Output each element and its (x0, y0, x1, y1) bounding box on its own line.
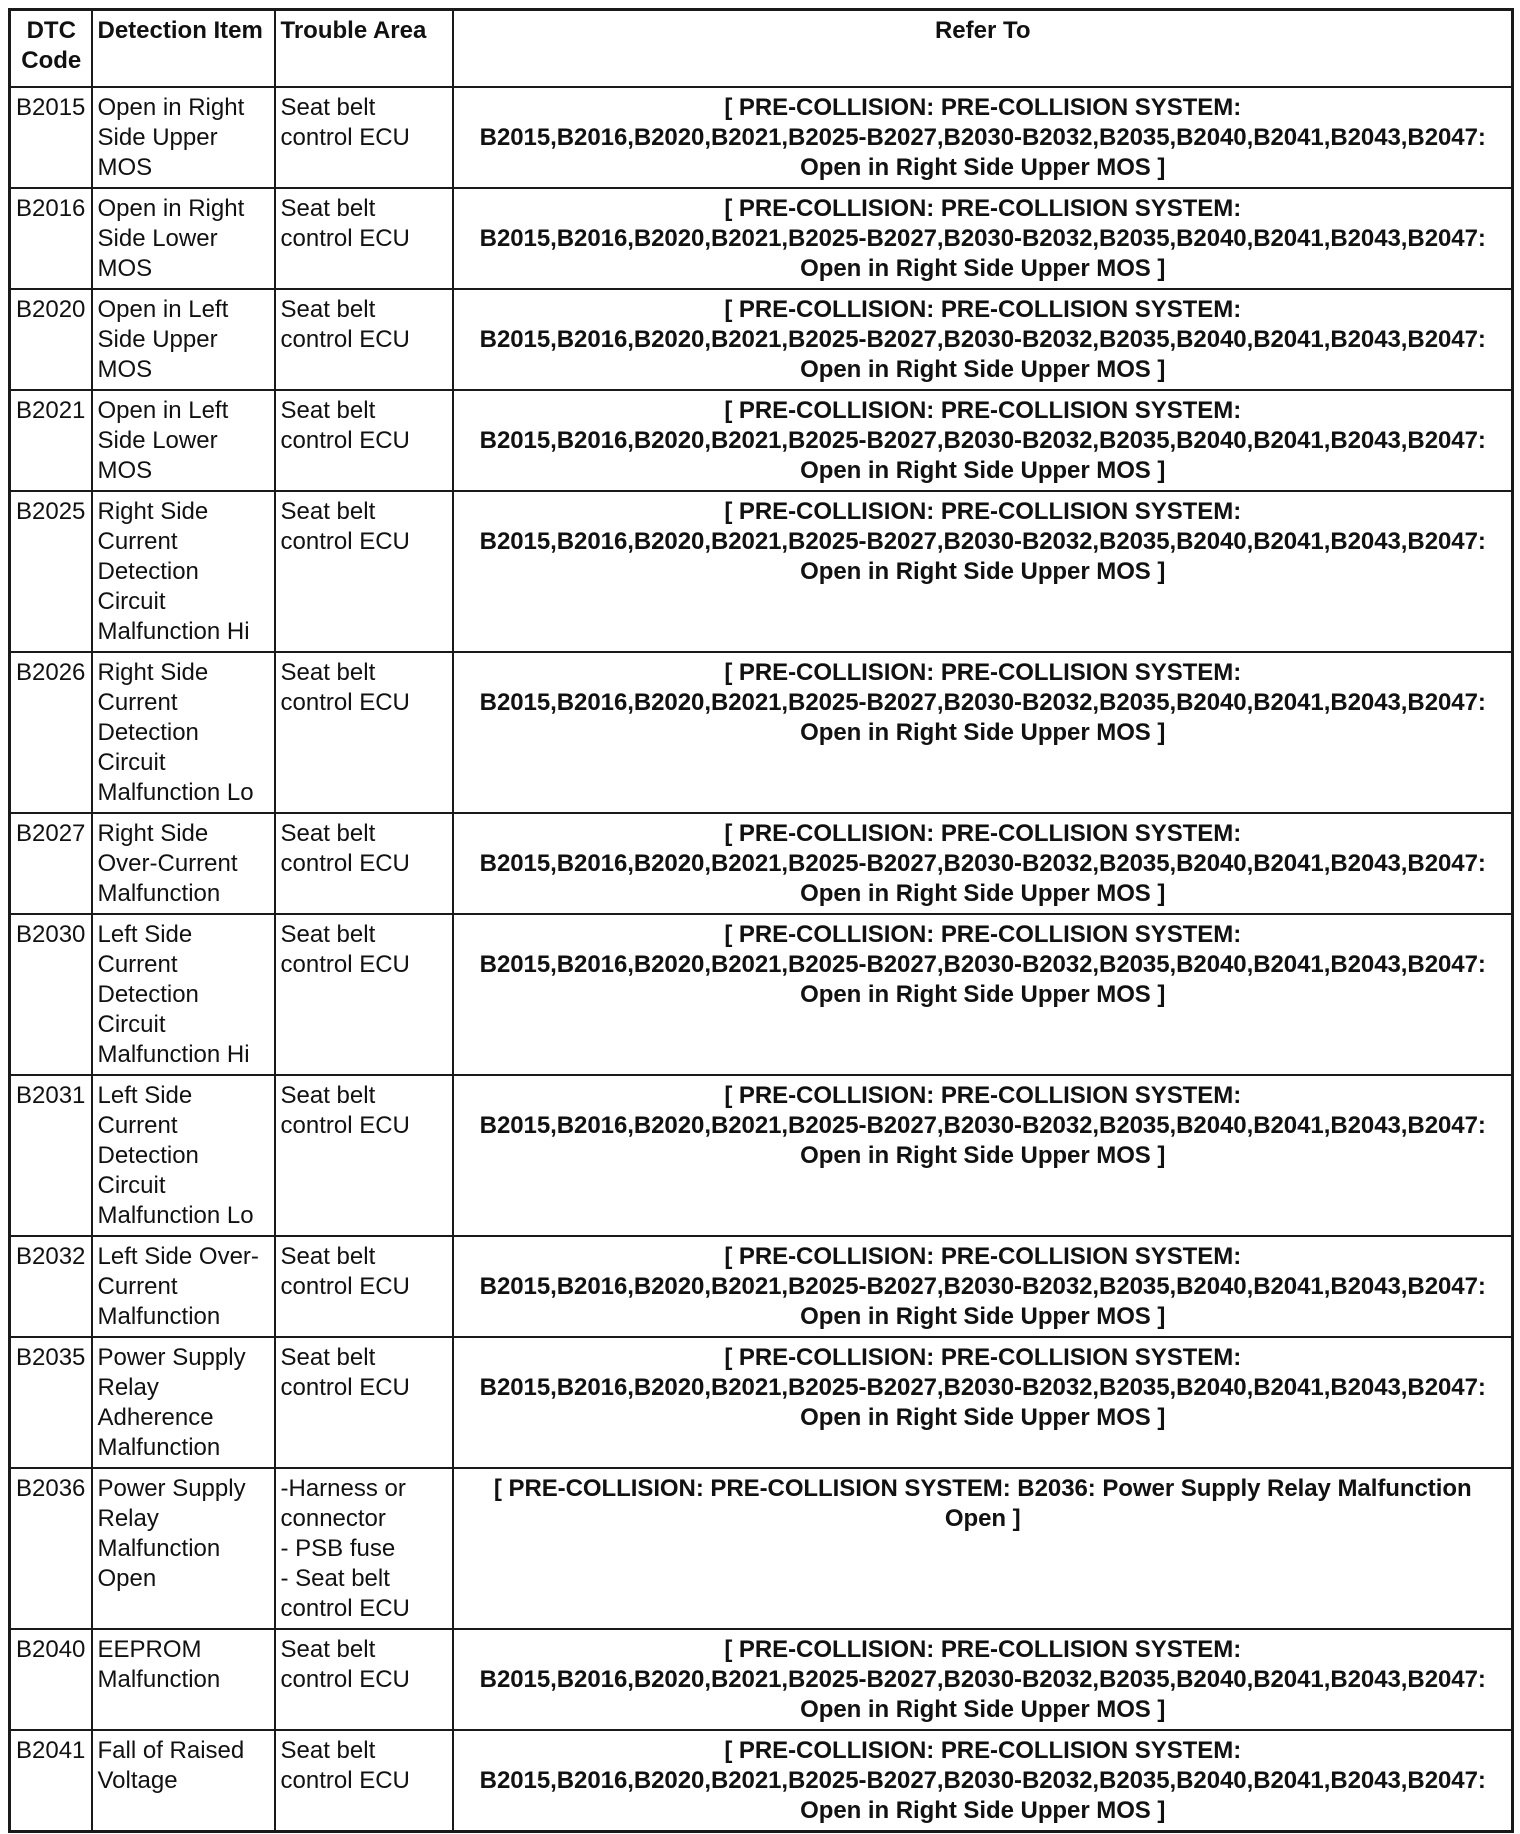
table-row (10, 1236, 1513, 1337)
refer-to-line: Open in Right Side Upper MOS ] (800, 1797, 1166, 1824)
dtc-code-cell: B2031 (10, 1075, 92, 1236)
refer-to-line: [ PRE-COLLISION: PRE-COLLISION SYSTEM: (724, 296, 1242, 323)
detection-item-cell: Power Supply Relay Malfunction Open (92, 1468, 275, 1629)
refer-to-cell (453, 390, 1513, 491)
refer-to-line: B2015,B2016,B2020,B2021,B2025-B2027,B2030-B2032,B2035,B2040,B2041,B2043,B2047: (479, 689, 1486, 716)
table-row (10, 1075, 1513, 1236)
table-row (10, 1337, 1513, 1468)
refer-to-line: [ PRE-COLLISION: PRE-COLLISION SYSTEM: (724, 820, 1242, 847)
trouble-area-cell: Seat belt control ECU (275, 652, 453, 813)
refer-to-line: B2015,B2016,B2020,B2021,B2025-B2027,B2030-B2032,B2035,B2040,B2041,B2043,B2047: (479, 951, 1486, 978)
refer-to-line: [ PRE-COLLISION: PRE-COLLISION SYSTEM: (724, 1636, 1242, 1663)
detection-item-cell: Fall of Raised Voltage (92, 1730, 275, 1832)
trouble-area-cell: Seat belt control ECU (275, 1236, 453, 1337)
refer-to-line: [ PRE-COLLISION: PRE-COLLISION SYSTEM: (724, 1082, 1242, 1109)
detection-item-cell: Right Side Over-Current Malfunction (92, 813, 275, 914)
refer-to-line: [ PRE-COLLISION: PRE-COLLISION SYSTEM: (724, 1344, 1242, 1371)
refer-to-line: Open in Right Side Upper MOS ] (800, 1404, 1166, 1431)
refer-to-line: [ PRE-COLLISION: PRE-COLLISION SYSTEM: (724, 498, 1242, 525)
refer-to-line: Open in Right Side Upper MOS ] (800, 1303, 1166, 1330)
trouble-area-cell: Seat belt control ECU (275, 1075, 453, 1236)
refer-to-cell (453, 1468, 1513, 1629)
refer-to-line: Open in Right Side Upper MOS ] (800, 457, 1166, 484)
trouble-area-cell: Seat belt control ECU (275, 813, 453, 914)
table-row (10, 188, 1513, 289)
trouble-area-cell: Seat belt control ECU (275, 188, 453, 289)
refer-to-line: Open in Right Side Upper MOS ] (800, 719, 1166, 746)
dtc-sheet (8, 8, 1514, 1833)
refer-to-line: B2015,B2016,B2020,B2021,B2025-B2027,B2030-B2032,B2035,B2040,B2041,B2043,B2047: (479, 225, 1486, 252)
header-refer-to: Refer To (453, 10, 1513, 88)
refer-to-line: [ PRE-COLLISION: PRE-COLLISION SYSTEM: (724, 1737, 1242, 1764)
refer-to-line: [ PRE-COLLISION: PRE-COLLISION SYSTEM: B2036: Power Supply Relay Malfunction (493, 1475, 1472, 1502)
refer-to-line: B2015,B2016,B2020,B2021,B2025-B2027,B2030-B2032,B2035,B2040,B2041,B2043,B2047: (479, 1273, 1486, 1300)
refer-to-line: [ PRE-COLLISION: PRE-COLLISION SYSTEM: (724, 397, 1242, 424)
header-row (10, 10, 1513, 88)
dtc-code-cell: B2035 (10, 1337, 92, 1468)
detection-item-cell: Open in Left Side Lower MOS (92, 390, 275, 491)
refer-to-line: [ PRE-COLLISION: PRE-COLLISION SYSTEM: (724, 921, 1242, 948)
refer-to-line: [ PRE-COLLISION: PRE-COLLISION SYSTEM: (724, 659, 1242, 686)
refer-to-cell (453, 652, 1513, 813)
table-row (10, 289, 1513, 390)
dtc-code-cell: B2020 (10, 289, 92, 390)
trouble-area-cell: Seat belt control ECU (275, 1337, 453, 1468)
refer-to-line: B2015,B2016,B2020,B2021,B2025-B2027,B2030-B2032,B2035,B2040,B2041,B2043,B2047: (479, 1767, 1486, 1794)
dtc-code-cell: B2027 (10, 813, 92, 914)
trouble-area-cell: Seat belt control ECU (275, 1730, 453, 1832)
refer-to-line: B2015,B2016,B2020,B2021,B2025-B2027,B2030-B2032,B2035,B2040,B2041,B2043,B2047: (479, 528, 1486, 555)
detection-item-cell: Power Supply Relay Adherence Malfunction (92, 1337, 275, 1468)
trouble-area-cell: -Harness or connector - PSB fuse - Seat belt control ECU (275, 1468, 453, 1629)
dtc-code-cell: B2040 (10, 1629, 92, 1730)
refer-to-cell (453, 914, 1513, 1075)
header-detection-item: Detection Item (92, 10, 275, 88)
refer-to-line: [ PRE-COLLISION: PRE-COLLISION SYSTEM: (724, 1243, 1242, 1270)
dtc-code-cell: B2015 (10, 87, 92, 188)
detection-item-cell: Open in Right Side Upper MOS (92, 87, 275, 188)
detection-item-cell: Left Side Over-Current Malfunction (92, 1236, 275, 1337)
refer-to-cell (453, 491, 1513, 652)
dtc-code-cell: B2026 (10, 652, 92, 813)
refer-to-cell (453, 1075, 1513, 1236)
dtc-table (8, 8, 1514, 1833)
table-row (10, 491, 1513, 652)
detection-item-cell: Open in Left Side Upper MOS (92, 289, 275, 390)
dtc-table-header (10, 10, 1513, 88)
refer-to-cell (453, 1337, 1513, 1468)
trouble-area-cell: Seat belt control ECU (275, 1629, 453, 1730)
refer-to-line: Open in Right Side Upper MOS ] (800, 981, 1166, 1008)
refer-to-line: B2015,B2016,B2020,B2021,B2025-B2027,B2030-B2032,B2035,B2040,B2041,B2043,B2047: (479, 1112, 1486, 1139)
refer-to-cell (453, 1236, 1513, 1337)
detection-item-cell: Right Side Current Detection Circuit Malfunction Hi (92, 491, 275, 652)
refer-to-cell (453, 289, 1513, 390)
detection-item-cell: EEPROM Malfunction (92, 1629, 275, 1730)
trouble-area-cell: Seat belt control ECU (275, 914, 453, 1075)
table-row (10, 652, 1513, 813)
refer-to-line: B2015,B2016,B2020,B2021,B2025-B2027,B2030-B2032,B2035,B2040,B2041,B2043,B2047: (479, 1374, 1486, 1401)
table-row (10, 914, 1513, 1075)
detection-item-cell: Open in Right Side Lower MOS (92, 188, 275, 289)
refer-to-line: B2015,B2016,B2020,B2021,B2025-B2027,B2030-B2032,B2035,B2040,B2041,B2043,B2047: (479, 326, 1486, 353)
dtc-code-cell: B2041 (10, 1730, 92, 1832)
detection-item-cell: Left Side Current Detection Circuit Malfunction Lo (92, 1075, 275, 1236)
table-row (10, 390, 1513, 491)
refer-to-line: Open in Right Side Upper MOS ] (800, 558, 1166, 585)
dtc-code-cell: B2032 (10, 1236, 92, 1337)
refer-to-line: B2015,B2016,B2020,B2021,B2025-B2027,B2030-B2032,B2035,B2040,B2041,B2043,B2047: (479, 1666, 1486, 1693)
detection-item-cell: Right Side Current Detection Circuit Malfunction Lo (92, 652, 275, 813)
detection-item-cell: Left Side Current Detection Circuit Malfunction Hi (92, 914, 275, 1075)
dtc-table-body (10, 87, 1513, 1832)
header-dtc-code: DTC Code (10, 10, 92, 88)
trouble-area-cell: Seat belt control ECU (275, 491, 453, 652)
dtc-code-cell: B2021 (10, 390, 92, 491)
dtc-code-cell: B2025 (10, 491, 92, 652)
table-row (10, 1629, 1513, 1730)
table-row (10, 813, 1513, 914)
refer-to-cell (453, 188, 1513, 289)
refer-to-line: [ PRE-COLLISION: PRE-COLLISION SYSTEM: (724, 195, 1242, 222)
dtc-code-cell: B2016 (10, 188, 92, 289)
trouble-area-cell: Seat belt control ECU (275, 289, 453, 390)
refer-to-cell (453, 813, 1513, 914)
table-row (10, 1468, 1513, 1629)
dtc-code-cell: B2030 (10, 914, 92, 1075)
table-row (10, 87, 1513, 188)
refer-to-line: B2015,B2016,B2020,B2021,B2025-B2027,B2030-B2032,B2035,B2040,B2041,B2043,B2047: (479, 124, 1486, 151)
dtc-code-cell: B2036 (10, 1468, 92, 1629)
refer-to-line: B2015,B2016,B2020,B2021,B2025-B2027,B2030-B2032,B2035,B2040,B2041,B2043,B2047: (479, 850, 1486, 877)
refer-to-line: Open in Right Side Upper MOS ] (800, 356, 1166, 383)
trouble-area-cell: Seat belt control ECU (275, 87, 453, 188)
refer-to-line: Open in Right Side Upper MOS ] (800, 1142, 1166, 1169)
refer-to-line: Open in Right Side Upper MOS ] (800, 154, 1166, 181)
refer-to-cell (453, 1629, 1513, 1730)
refer-to-cell (453, 87, 1513, 188)
refer-to-line: [ PRE-COLLISION: PRE-COLLISION SYSTEM: (724, 94, 1242, 121)
refer-to-cell (453, 1730, 1513, 1832)
refer-to-line: B2015,B2016,B2020,B2021,B2025-B2027,B2030-B2032,B2035,B2040,B2041,B2043,B2047: (479, 427, 1486, 454)
refer-to-line: Open in Right Side Upper MOS ] (800, 1696, 1166, 1723)
refer-to-line: Open in Right Side Upper MOS ] (800, 255, 1166, 282)
refer-to-line: Open ] (944, 1505, 1021, 1532)
trouble-area-cell: Seat belt control ECU (275, 390, 453, 491)
header-trouble-area: Trouble Area (275, 10, 453, 88)
refer-to-line: Open in Right Side Upper MOS ] (800, 880, 1166, 907)
table-row (10, 1730, 1513, 1832)
